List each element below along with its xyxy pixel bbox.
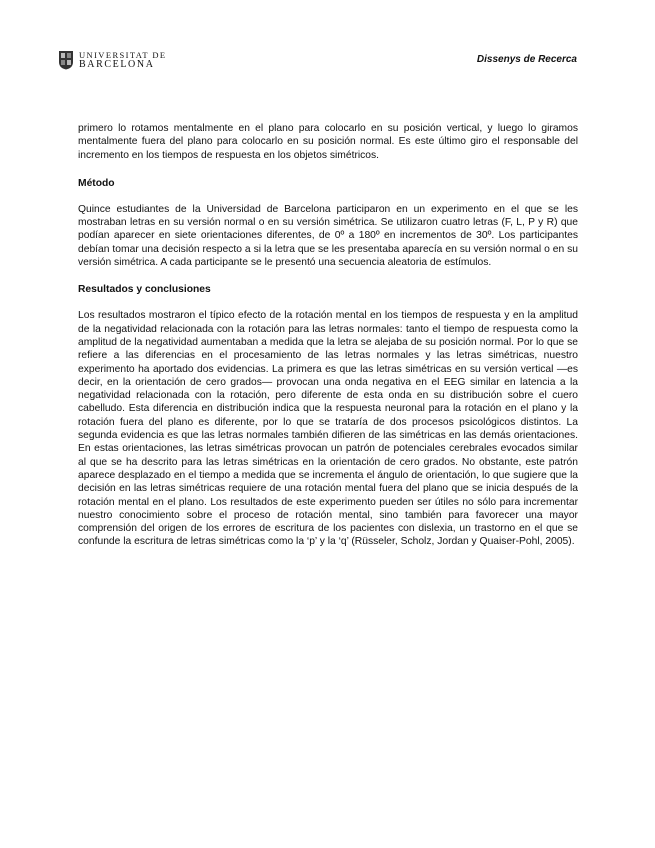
method-heading: Método (78, 177, 115, 189)
university-seal-icon (58, 50, 74, 70)
logo-line-1: UNIVERSITAT DE (79, 50, 167, 60)
logo-line-2: BARCELONA (79, 59, 155, 70)
method-paragraph: Quince estudiantes de la Universidad de Barcelona participaron en un experimento en el que se les mostraban letras en su versión normal o en su versión simétrica. Se utilizaron cuatro letras (F, L, P y R) que podían aparecer en siete orientaciones diferentes, de 0º a 180º en incrementos de 30º. Los participantes debían tomar una decisión respecto a si la letra que se les presentaba aparecía en su versión normal o en su versión simétrica. A cada participante se le presentó una secuencia aleatoria de estímulos. (78, 203, 578, 269)
page-header-title: Dissenys de Recerca (476, 54, 577, 65)
intro-paragraph: primero lo rotamos mentalmente en el plano para colocarlo en su posición vertical, y luego lo giramos mentalmente fuera del plano para colocarlo en su posición normal. Es este último giro el responsable del incremento en los tiempos de respuesta en los objetos simétricos. (78, 123, 578, 161)
university-logo (58, 50, 166, 70)
results-paragraph: Los resultados mostraron el típico efecto de la rotación mental en los tiempos de respuesta y en la amplitud de la negatividad relacionada con la rotación para las letras normales: tanto el tiempo de respuesta como la amplitud de la negatividad aumentaban a medida que la letra se alejaba de su posición normal. Por lo que se refiere a las diferencias en el procesamiento de las letras normales y las letras simétricas, nuestro experimento ha aportado dos evidencias. La primera es que las letras simétricas en su versión vertical —es decir, en la orientación de cero grados— provocan una onda negativa en el EEG similar en latencia a la negatividad relacionada con la rotación, pero diferente de esta onda en su distribución sobre el cuero cabelludo. Esta diferencia en distribución indica que la respuesta neuronal para la rotación en el plano y la rotación fuera del plano es diferente, por lo que se trataría de dos procesos psicológicos distintos. La segunda evidencia es que las letras normales también difieren de las simétricas en las demás orientaciones. En estas orientaciones, las letras simétricas provocan un patrón de potenciales cerebrales evocados similar al que se ha descrito para las letras simétricas en la orientación de cero grados. No obstante, este patrón aparece desplazado en el tiempo a medida que se incrementa el ángulo de orientación, lo que sugiere que la decisión en las letras simétricas requiere de una rotación mental fuera del plano que se inicia después de la rotación mental en el plano. Los resultados de este experimento pueden ser útiles no sólo para incrementar nuestro conocimiento sobre el proceso de rotación mental, sino también para favorecer una mayor comprensión del origen de los errores de escritura de los pacientes con dislexia, un trastorno en el que se confunde la escritura de letras simétricas como la ‘p’ y la ‘q’ (Rüsseler, Scholz, Jordan y Quaiser-Pohl, 2005). (78, 310, 578, 548)
results-heading: Resultados y conclusiones (78, 284, 211, 296)
document-body (78, 122, 578, 563)
